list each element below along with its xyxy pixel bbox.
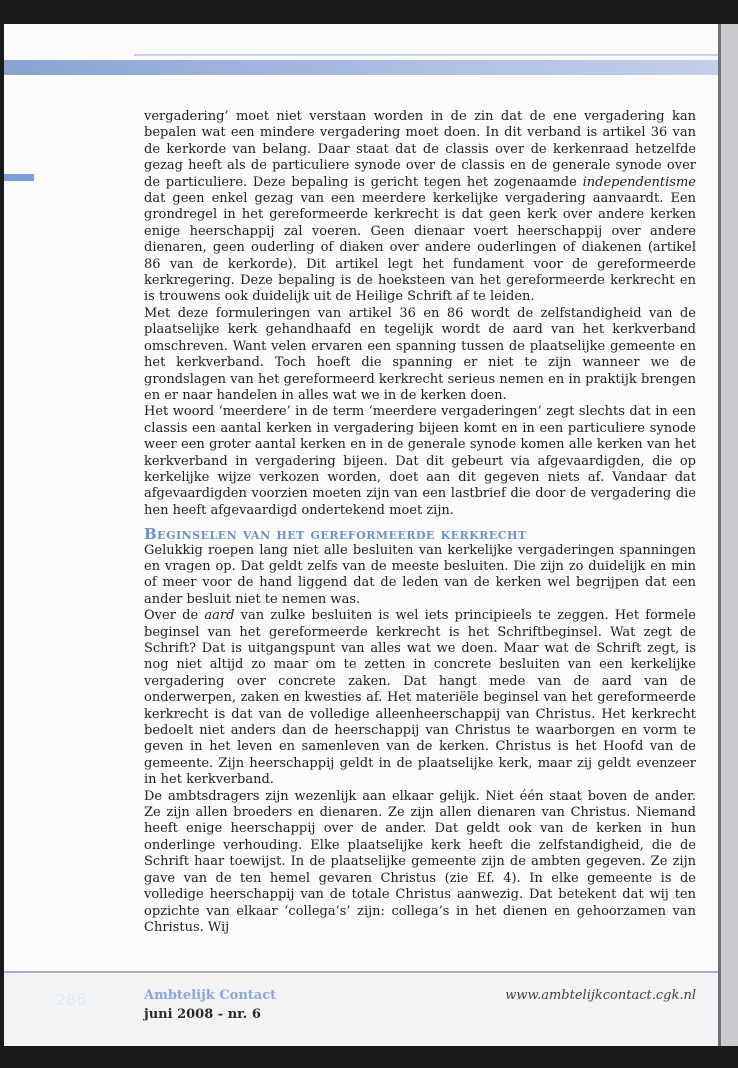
header-color-band	[4, 60, 718, 75]
emphasis-aard: aard	[204, 608, 235, 624]
website-link[interactable]: www.ambtelijkcontact.cgk.nl	[505, 988, 696, 1003]
top-rule	[134, 54, 718, 56]
magazine-title: Ambtelijk Contact	[144, 988, 277, 1003]
facing-page-edge	[718, 24, 738, 1046]
paragraph-3: Het woord ‘meerdere’ in de term ‘meerdere vergaderingen’ zegt slechts dat in een classis een aantal kerken in vergadering bijeen komt en in een particuliere synode weer een groter aantal kerken en in de generale synode komen alle kerken van het kerkverband in vergadering bijeen. Dat dit gebeurt via afgevaardigden, die op kerkelijke wijze verkozen worden, doet aan dit gegeven niets af. Vandaar dat afgevaardigden voorzien moeten zijn van een lastbrief die door de vergadering die hen heeft afgevaardigd ondertekend moet zijn.	[144, 404, 696, 518]
magazine-page	[4, 24, 718, 1046]
paragraph-4: Gelukkig roepen lang niet alle besluiten van kerkelijke vergaderingen spanningen en vragen op. Dat geldt zelfs van de meeste besluiten. Die zijn zo duidelijk en min of meer voor de hand liggend dat de leden van de kerken wel begrijpen dat een ander besluit niet te nemen was.	[144, 542, 696, 607]
issue-label: juni 2008 - nr. 6	[144, 1007, 261, 1022]
paragraph-5: Over de aard van zulke besluiten is wel iets principieels te zeggen. Het formele beginsel van het gereformeerde kerkrecht is het Schriftbeginsel. Wat zegt de Schrift? Dat is uitgangspunt van alles wat we doen. Maar wat de Schrift zegt, is nog niet altijd zo maar om te zetten in concrete besluiten van een kerkelijke vergadering over concrete zaken. Dat hangt mede van de aard van de onderwerpen, zaken en kwesties af. Het materiële beginsel van het gereformeerde kerkrecht is dat van de volledige alleenheerschappij van Christus. Het kerkrecht bedoelt niet anders dan de heerschappij van Christus te waarborgen en vorm te geven in het leven en samenleven van de kerken. Christus is het Hoofd van de gemeente. Zijn heerschappij geldt in de plaatselijke kerk, maar zij geldt evenzeer in het kerkverband.	[144, 608, 697, 788]
footer-background	[4, 974, 718, 1046]
page-number: 286	[56, 990, 87, 1009]
page-gutter	[718, 24, 721, 1046]
section-heading: Beginselen van het gereformeerde kerkrecht	[144, 525, 527, 544]
emphasis-independentisme: independentisme	[582, 174, 696, 190]
footer-rule	[4, 971, 718, 973]
paragraph-2: Met deze formuleringen van artikel 36 en 86 wordt de zelfstandigheid van de plaatselijke kerk gehandhaafd en tegelijk wordt de aard van het kerkverband omschreven. Want velen ervaren een spanning tussen de plaatselijke gemeente en het kerkverband. Toch hoeft die spanning er niet te zijn wanneer we de grondslagen van het gereformeerd kerkrecht serieus nemen en in praktijk brengen en er naar handelen in alles wat we in de kerken doen.	[144, 305, 696, 403]
paragraph-6: De ambtsdragers zijn wezenlijk aan elkaar gelijk. Niet één staat boven de ander. Ze zijn allen broeders en dienaren. Ze zijn allen dienaren van Christus. Niemand heeft enige heerschappij over de ander. Dat geldt ook van de kerken in hun onderlinge verhouding. Elke plaatselijke kerk heeft die zelfstandigheid, die de Schrift haar toewijst. In de plaatselijke gemeente zijn de ambten gegeven. Ze zijn gave van de ten hemel gevaren Christus (zie Ef. 4). In elke gemeente is de volledige heerschappij van de totale Christus aanwezig. Dat betekent dat wij ten opzichte van elkaar ‘collega’s’ zijn: collega’s in het dienen en gehoorzamen van Christus. Wij	[144, 788, 696, 935]
margin-tab-marker	[4, 174, 34, 181]
paragraph-1: vergadering’ moet niet verstaan worden in de zin dat de ene vergadering kan bepalen wat een mindere vergadering moet doen. In dit verband is artikel 36 van de kerkorde van belang. Daar staat dat de classis over de kerkenraad hetzelfde gezag heeft als de particuliere synode over de classis en de generale synode over de particuliere. Deze bepaling is gericht tegen het zogenaamde independentisme dat geen enkel gezag van een meerdere kerkelijke vergadering aanvaardt. Een grondregel in het gereformeerde kerkrecht is dat geen kerk over andere kerken enige heerschappij zal voeren. Geen dienaar voert heerschappij over andere dienaren, geen ouderling of diaken over andere ouderlingen of diakenen (artikel 86 van de kerkorde). Dit artikel legt het fundament voor de gereformeerde kerkregering. Deze bepaling is de hoeksteen van het gereformeerde kerkrecht en is trouwens ook duidelijk uit de Heilige Schrift af te leiden.	[144, 109, 696, 305]
article-body	[144, 109, 696, 936]
